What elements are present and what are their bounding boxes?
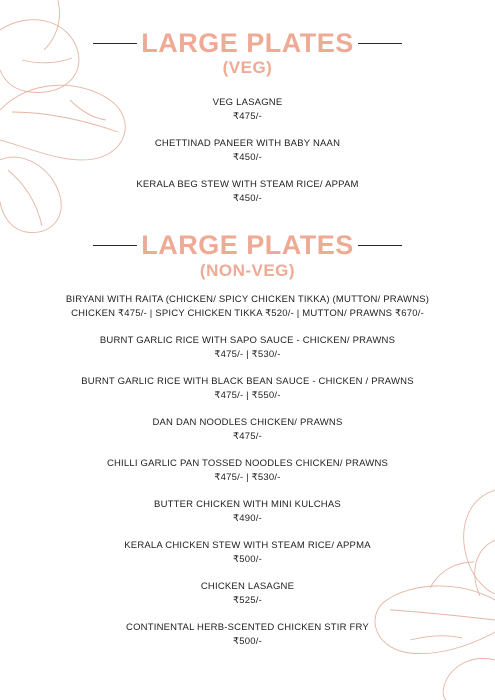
menu-item-price: ₹475/- | ₹530/-: [214, 472, 281, 483]
menu-item-name: CHILLI GARLIC PAN TOSSED NOODLES CHICKEN/ PRAWNS: [106, 458, 389, 469]
menu-item-price: ₹475/-: [233, 431, 262, 442]
veg-section-title: [0, 30, 495, 57]
menu-item-price: ₹475/- | ₹550/-: [214, 390, 281, 401]
veg-title-text: LARGE PLATES: [141, 28, 354, 58]
menu-item: [0, 178, 495, 206]
menu-item-name: DAN DAN NOODLES CHICKEN/ PRAWNS: [152, 417, 343, 428]
menu-item-price: ₹475/- | ₹530/-: [214, 349, 281, 360]
menu-item: [0, 375, 495, 403]
menu-item: [0, 539, 495, 567]
menu-item: [0, 621, 495, 649]
menu-item-price: ₹450/-: [233, 193, 262, 204]
menu-item-price: ₹490/-: [233, 513, 262, 524]
title-rule-left: [93, 43, 137, 44]
menu-item-name: VEG LASAGNE: [212, 97, 283, 108]
title-rule-right: [358, 43, 402, 44]
nonveg-title-text: LARGE PLATES: [141, 230, 354, 260]
menu-item-name: KERALA CHICKEN STEW WITH STEAM RICE/ APPMA: [124, 540, 371, 551]
menu-item: [0, 416, 495, 444]
menu-item-name: BURNT GARLIC RICE WITH BLACK BEAN SAUCE - CHICKEN / PRAWNS: [81, 376, 414, 387]
nonveg-subtitle: (NON-VEG): [199, 261, 296, 280]
menu-item-price: ₹500/-: [233, 636, 262, 647]
menu-item-name: BURNT GARLIC RICE WITH SAPO SAUCE - CHICKEN/ PRAWNS: [99, 335, 396, 346]
menu-item-name: BIRYANI WITH RAITA (CHICKEN/ SPICY CHICKEN TIKKA) (MUTTON/ PRAWNS): [65, 294, 430, 305]
menu-item: [0, 137, 495, 165]
menu-item-name: CHETTINAD PANEER WITH BABY NAAN: [154, 138, 341, 149]
menu-item-name: BUTTER CHICKEN WITH MINI KULCHAS: [154, 499, 341, 510]
menu-item: [0, 457, 495, 485]
menu-item-price: ₹525/-: [233, 595, 262, 606]
menu-item: [0, 498, 495, 526]
menu-item: [0, 580, 495, 608]
menu-item-price: ₹500/-: [233, 554, 262, 565]
menu-item: [0, 96, 495, 124]
menu-item-name: CONTINENTAL HERB-SCENTED CHICKEN STIR FRY: [126, 622, 369, 633]
menu-item-name: CHICKEN LASAGNE: [200, 581, 295, 592]
title-rule-left: [93, 245, 137, 246]
veg-subtitle: (VEG): [222, 58, 273, 77]
menu-item: [0, 293, 495, 321]
menu-item: [0, 334, 495, 362]
title-rule-right: [358, 245, 402, 246]
menu-item-price: CHICKEN ₹475/- | SPICY CHICKEN TIKKA ₹520/- | MUTTON/ PRAWNS ₹670/-: [71, 308, 424, 319]
menu-item-price: ₹450/-: [233, 152, 262, 163]
menu-item-price: ₹475/-: [233, 111, 262, 122]
nonveg-section-title: [0, 232, 495, 259]
menu-item-name: KERALA BEG STEW WITH STEAM RICE/ APPAM: [136, 179, 359, 190]
